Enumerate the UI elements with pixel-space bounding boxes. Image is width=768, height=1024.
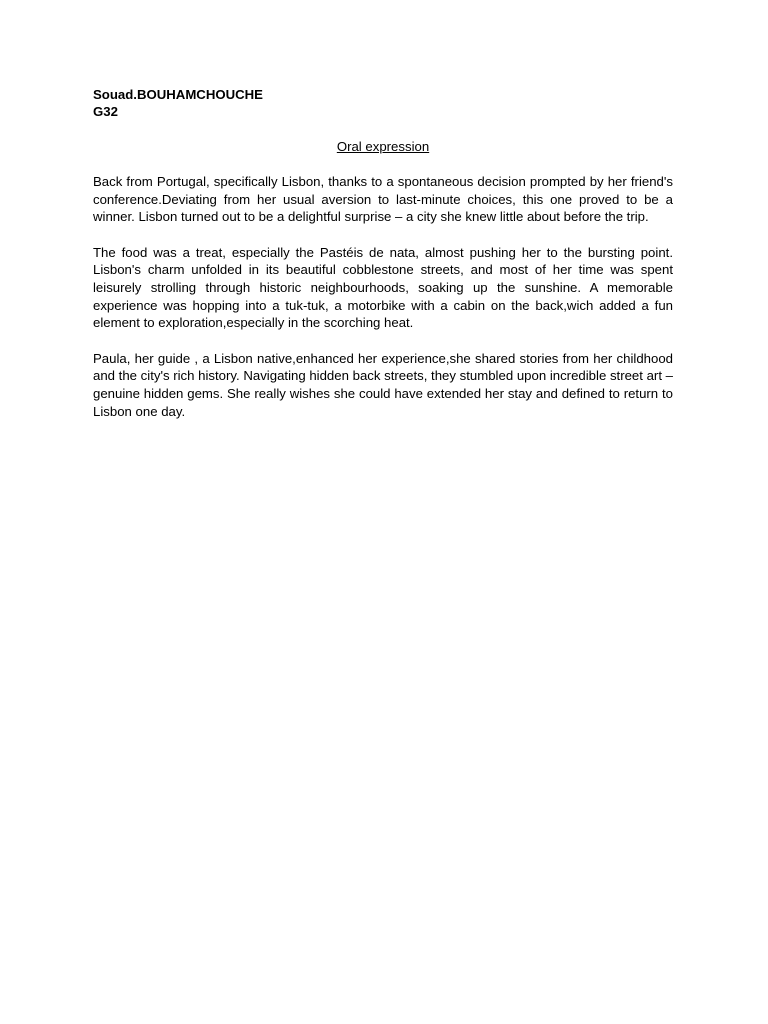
- paragraph-2: The food was a treat, especially the Pastéis de nata, almost pushing her to the bursting point. Lisbon's charm unfolded in its beautiful cobblestone streets, and most of her time was spent leisurely strolling through historic neighbourhoods, soaking up the sunshine. A memorable experience was hopping into a tuk-tuk, a motorbike with a cabin on the back,wich added a fun element to exploration,especially in the scorching heat.: [93, 244, 673, 331]
- author-block: [93, 86, 673, 120]
- author-name: Souad.BOUHAMCHOUCHE: [93, 87, 263, 102]
- paragraph-3: Paula, her guide , a Lisbon native,enhanced her experience,she shared stories from her childhood and the city's rich history. Navigating hidden back streets, they stumbled upon incredible street art – genuine hidden gems. She really wishes she could have extended her stay and defined to return to Lisbon one day.: [93, 350, 673, 419]
- group-code: G32: [93, 104, 118, 119]
- document-page: [93, 86, 673, 420]
- document-title: Oral expression: [336, 139, 430, 154]
- paragraph-1: Back from Portugal, specifically Lisbon, thanks to a spontaneous decision prompted by her friend's conference.Deviating from her usual aversion to last-minute choices, this one proved to be a winner. Lisbon turned out to be a delightful surprise – a city she knew little about before the trip.: [93, 174, 673, 225]
